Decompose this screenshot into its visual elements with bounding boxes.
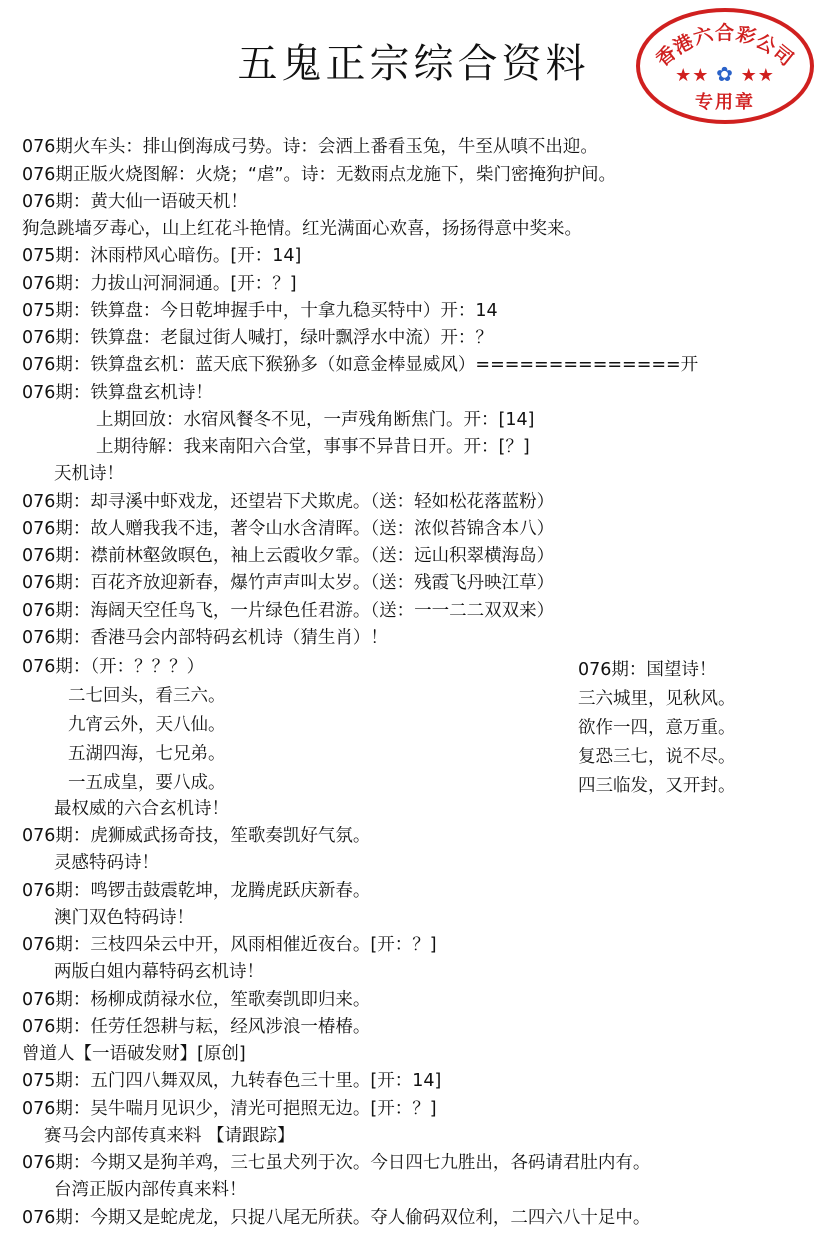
section-heading: 灵感特码诗！ [54, 853, 159, 873]
text-line: 076期火车头：排山倒海成弓势。诗：会洒上番看玉兔，牛至从嗔不出迎。 [22, 137, 598, 157]
poem-line: 三六城里，见秋风。 [578, 689, 736, 709]
text-line: 075期：沐雨栉风心暗伤。[开：14] [22, 246, 302, 266]
section-heading: 两版白姐内幕特码玄机诗！ [54, 962, 264, 982]
text-line: 上期待解：我来南阳六合堂，事事不异昔日开。开：[？] [96, 437, 530, 457]
text-line: 076期：今期又是狗羊鸡，三七虽犬列于次。今日四七九胜出，各码请君肚内有。 [22, 1153, 651, 1173]
section-heading: 台湾正版内部传真来料！ [54, 1180, 247, 1200]
text-line: 076期：铁算盘：老鼠过街人喊打，绿叶飘浮水中流）开：？ [22, 328, 493, 348]
text-line: 076期：鸣锣击鼓震乾坤，龙腾虎跃庆新春。 [22, 881, 371, 901]
text-line: 076期：海阔天空任鸟飞，一片绿色任君游。（送：一一二二双双来） [22, 601, 555, 621]
text-line: 上期回放：水宿风餐冬不见，一声残角断焦门。开：[14] [96, 410, 535, 430]
section-heading: 赛马会内部传真来料 【请跟踪】 [44, 1126, 295, 1146]
stamp-top-text: 香港六合彩公司 [651, 22, 799, 72]
poem-line: 九宵云外，天八仙。 [68, 715, 226, 735]
text-line: 075期：五门四八舞双凤，九转春色三十里。[开：14] [22, 1071, 442, 1091]
poem-line: 二七回头，看三六。 [68, 686, 226, 706]
text-line: 076期：三枝四朵云中开，风雨相催近夜台。[开：？] [22, 935, 437, 955]
poem-line: 复恐三七，说不尽。 [578, 747, 736, 767]
poem-line: 四三临发，又开封。 [578, 776, 736, 796]
poem-line: 欲作一四，意万重。 [578, 718, 736, 738]
text-line: 075期：铁算盘：今日乾坤握手中，十拿九稳买特中）开：14 [22, 301, 498, 321]
text-line: 076期：却寻溪中虾戏龙，还望岩下犬欺虎。（送：轻如松花落蓝粉） [22, 492, 555, 512]
text-line: 076期：虎狮威武扬奇技，笙歌奏凯好气氛。 [22, 826, 371, 846]
stamp-bottom-text: 专用章 [695, 92, 755, 113]
stamp-stars [640, 64, 810, 86]
poem-line: 一五成皇，要八成。 [68, 773, 226, 793]
text-line: 076期：吴牛喘月见识少，清光可挹照无边。[开：？] [22, 1099, 437, 1119]
text-line: 076期：故人赠我我不违，著令山水含清晖。（送：浓似苔锦含本八） [22, 519, 555, 539]
guowang-poem-column [578, 657, 736, 802]
text-line: 076期：襟前林壑敛暝色，袖上云霞收夕霏。（送：远山积翠横海岛） [22, 546, 555, 566]
poem-heading: 076期：国望诗！ [578, 660, 717, 680]
poem-line: 五湖四海，七兄弟。 [68, 744, 226, 764]
section-heading: 澳门双色特码诗！ [54, 908, 194, 928]
text-line: 狗急跳墙歹毒心，山上红花斗艳情。红光满面心欢喜，扬扬得意中奖来。 [22, 219, 582, 239]
text-line: 076期正版火烧图解：火烧；“虐”。诗：无数雨点龙施下，柴门密掩狗护间。 [22, 165, 617, 185]
text-line: 076期：百花齐放迎新春，爆竹声声叫太岁。（送：残霞飞丹映江草） [22, 573, 555, 593]
star-icon: ★★ [740, 65, 775, 86]
flower-icon: ✿ [716, 62, 734, 86]
text-line: 076期：杨柳成荫禄水位，笙歌奏凯即归来。 [22, 990, 371, 1010]
text-line: 076期：（开：？？？） [22, 657, 205, 677]
text-line: 076期：今期又是蛇虎龙，只捉八尾无所获。夺人偷码双位利，二四六八十足中。 [22, 1208, 651, 1228]
company-stamp [636, 8, 814, 124]
section-heading: 最权威的六合玄机诗！ [54, 799, 229, 819]
page-title: 五鬼正宗综合资料 [237, 41, 590, 87]
section-heading: 天机诗！ [54, 464, 124, 484]
section-heading: 曾道人【一语破发财】[原创] [22, 1044, 246, 1064]
text-line: 076期：铁算盘玄机：蓝天底下猴狲多（如意金棒显威风）==============开 [22, 355, 699, 375]
text-line: 076期：铁算盘玄机诗！ [22, 383, 213, 403]
star-icon: ★★ [675, 65, 710, 86]
text-line: 076期：香港马会内部特码玄机诗（猜生肖）！ [22, 628, 388, 648]
text-line: 076期：黄大仙一语破天机！ [22, 192, 248, 212]
text-line: 076期：力拔山河洞洞通。[开：？] [22, 274, 297, 294]
text-line: 076期：任劳任怨耕与耘，经风涉浪一椿椿。 [22, 1017, 371, 1037]
